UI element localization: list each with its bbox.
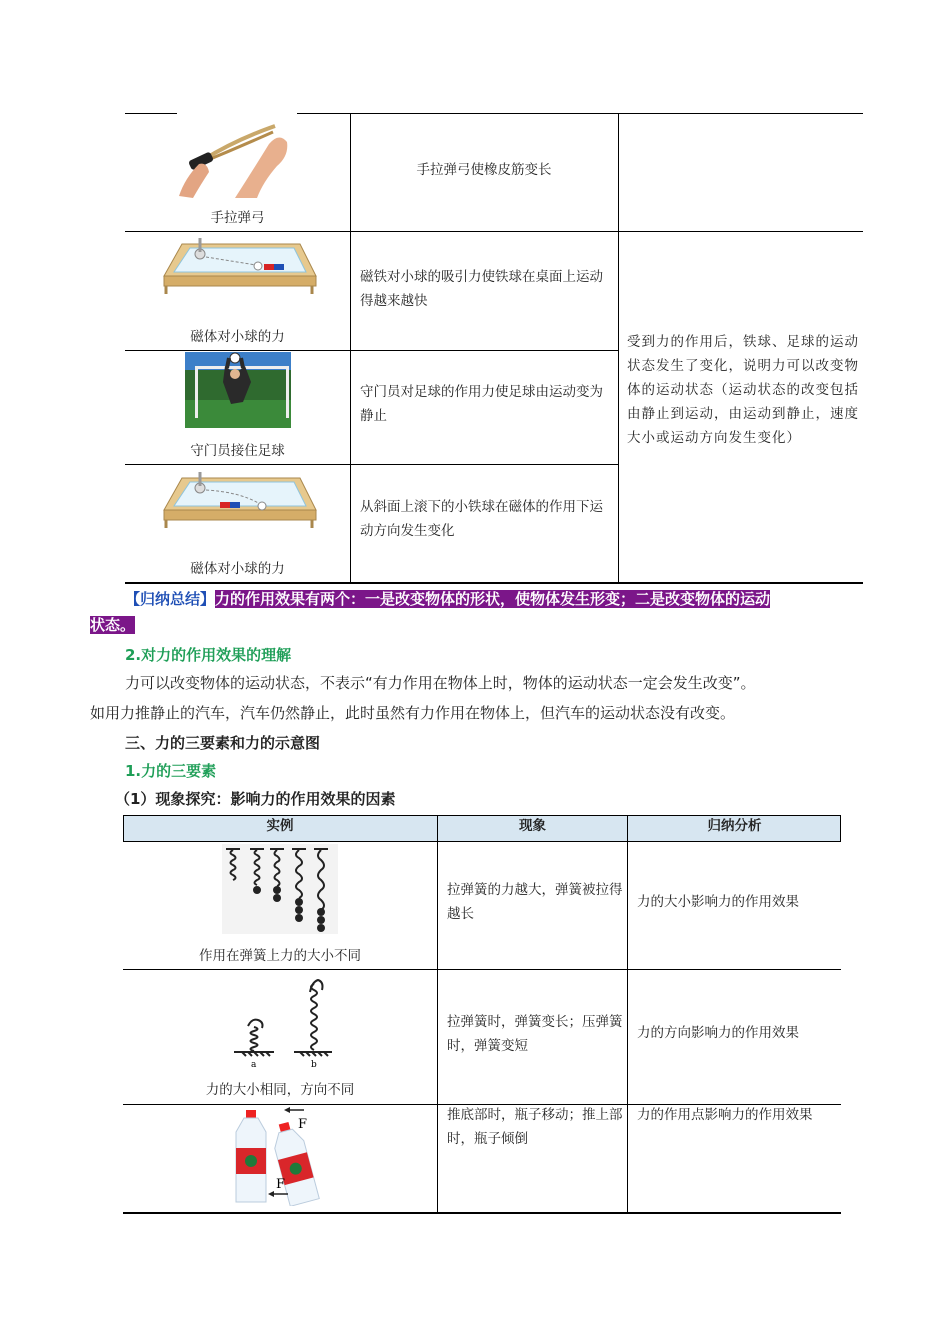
t2-row2-analysis: 力的方向影响力的作用效果 bbox=[637, 1025, 799, 1041]
summary-line1: 力的作用效果有两个：一是改变物体的形状，使物体发生形变；二是改变物体的运动 bbox=[215, 590, 771, 608]
t2-row2-phenomenon: 拉弹簧时，弹簧变长；压弹簧时，弹簧变短 bbox=[447, 1014, 623, 1054]
table2-header-analysis: 归纳分析 bbox=[628, 815, 841, 841]
section2-line2: 如用力推静止的汽车，汽车仍然静止，此时虽然有力作用在物体上，但汽车的运动状态没有改变。 bbox=[90, 704, 736, 722]
t2-row3-analysis: 力的作用点影响力的作用效果 bbox=[637, 1107, 813, 1123]
springs-image bbox=[222, 844, 338, 934]
goalkeeper-photo bbox=[185, 352, 291, 428]
row1-phenomenon: 手拉弹弓使橡皮筋变长 bbox=[416, 162, 552, 178]
summary-line2: 状态。 bbox=[90, 616, 136, 634]
t2-row2-caption: 力的大小相同，方向不同 bbox=[205, 1082, 355, 1098]
row1-caption: 手拉弹弓 bbox=[210, 210, 265, 226]
section2-heading: 2.对力的作用效果的理解 bbox=[125, 646, 292, 664]
slingshot-image bbox=[175, 118, 295, 200]
force-label-top: F bbox=[298, 1117, 308, 1132]
row3-caption: 守门员接住足球 bbox=[190, 443, 285, 459]
section3-heading: 三、力的三要素和力的示意图 bbox=[125, 734, 321, 752]
section3-explore: （1）现象探究：影响力的作用效果的因素 bbox=[115, 790, 396, 808]
label-b: b bbox=[311, 1060, 317, 1070]
row3-phenomenon: 守门员对足球的作用力使足球由运动变为静止 bbox=[360, 384, 603, 424]
magnet-table-image bbox=[160, 232, 318, 296]
t2-row3-phenomenon: 推底部时，瓶子移动；推上部时，瓶子倾倒 bbox=[447, 1107, 623, 1147]
section2-line1: 力可以改变物体的运动状态，不表示“有力作用在物体上时，物体的运动状态一定会发生改变”。 bbox=[125, 674, 756, 692]
summary-tag: 【归纳总结】 bbox=[125, 590, 216, 608]
row2-caption: 磁体对小球的力 bbox=[190, 329, 285, 345]
summary-line2-box bbox=[90, 613, 135, 637]
table1-analysis: 受到力的作用后，铁球、足球的运动状态发生了变化，说明力可以改变物体的运动状态（运动状态的改变包括由静止到运动，由运动到静止，速度大小或运动方向发生变化） bbox=[627, 334, 859, 446]
force-label-bottom: F bbox=[276, 1177, 286, 1192]
t2-row1-phenomenon: 拉弹簧的力越大，弹簧被拉得越长 bbox=[447, 882, 623, 922]
row4-caption: 磁体对小球的力 bbox=[190, 561, 285, 577]
summary-block bbox=[125, 585, 770, 613]
magnet-table-image-2 bbox=[160, 466, 318, 530]
row2-phenomenon: 磁铁对小球的吸引力使铁球在桌面上运动得越来越快 bbox=[360, 269, 603, 309]
label-a: a bbox=[251, 1060, 257, 1070]
compress-stretch-spring-image bbox=[232, 974, 332, 1074]
section3-sub: 1.力的三要素 bbox=[125, 762, 217, 780]
row4-phenomenon: 从斜面上滚下的小铁球在磁体的作用下运动方向发生变化 bbox=[360, 499, 603, 539]
t2-row1-analysis: 力的大小影响力的作用效果 bbox=[637, 894, 799, 910]
table2-header-phenomenon: 现象 bbox=[438, 815, 627, 841]
table2-header-example: 实例 bbox=[123, 815, 437, 841]
bottles-image bbox=[232, 1106, 332, 1206]
t2-row1-caption: 作用在弹簧上力的大小不同 bbox=[199, 948, 361, 964]
